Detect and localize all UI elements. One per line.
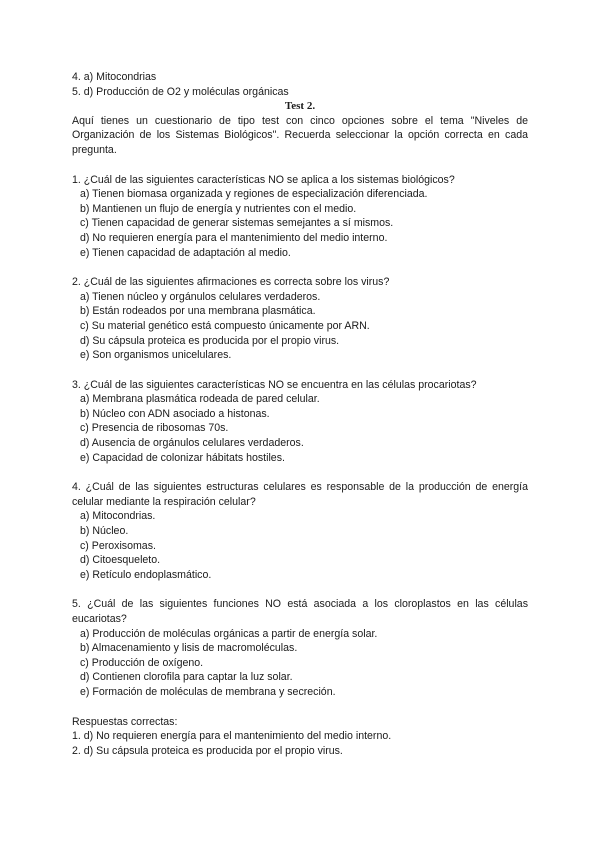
option-1c: c) Tienen capacidad de generar sistemas semejantes a sí mismos.: [80, 217, 394, 230]
option-2d: d) Su cápsula proteica es producida por el propio virus.: [80, 334, 340, 347]
intro-paragraph: Aquí tienes un cuestionario de tipo test con cinco opciones sobre el tema "Niveles de Organización de los Sistemas Biológicos". Recuerda seleccionar la opción correcta en cada pregunta.: [72, 114, 528, 156]
question-block-4: [72, 480, 528, 582]
option-3e: e) Capacidad de colonizar hábitats hostiles.: [80, 451, 285, 464]
option-2c: c) Su material genético está compuesto únicamente por ARN.: [80, 319, 370, 332]
option-1d: d) No requieren energía para el mantenimiento del medio interno.: [80, 231, 388, 244]
option-1e: e) Tienen capacidad de adaptación al medio.: [80, 246, 291, 259]
option-4e: e) Retículo endoplasmático.: [80, 568, 212, 581]
option-2e: e) Son organismos unicelulares.: [80, 349, 232, 362]
option-5d: d) Contienen clorofila para captar la luz solar.: [80, 671, 293, 684]
option-3c: c) Presencia de ribosomas 70s.: [80, 422, 229, 435]
options-list-4: [72, 509, 528, 582]
option-2b: b) Están rodeados por una membrana plasmática.: [80, 305, 316, 318]
question-text-5: 5. ¿Cuál de las siguientes funciones NO está asociada a los cloroplastos en las células eucariotas?: [72, 598, 528, 625]
option-3a: a) Membrana plasmática rodeada de pared celular.: [80, 393, 320, 406]
question-block-3: [72, 378, 528, 466]
test-title: Test 2.: [284, 100, 316, 113]
answer-1: 1. d) No requieren energía para el mantenimiento del medio interno.: [72, 730, 392, 743]
question-block-2: [72, 275, 528, 363]
option-5a: a) Producción de moléculas orgánicas a partir de energía solar.: [80, 627, 378, 640]
answers-heading: Respuestas correctas:: [72, 715, 178, 728]
option-1b: b) Mantienen un flujo de energía y nutrientes con el medio.: [80, 202, 357, 215]
question-text-3: 3. ¿Cuál de las siguientes características NO se encuentra en las células procariotas?: [72, 378, 477, 391]
option-4c: c) Peroxisomas.: [80, 539, 156, 552]
options-list-2: [72, 290, 528, 363]
question-text-2: 2. ¿Cuál de las siguientes afirmaciones es correcta sobre los virus?: [72, 276, 390, 289]
question-block-5: [72, 597, 528, 699]
answer-2: 2. d) Su cápsula proteica es producida por el propio virus.: [72, 744, 343, 757]
previous-answer-5: 5. d) Producción de O2 y moléculas orgánicas: [72, 85, 289, 98]
option-5c: c) Producción de oxígeno.: [80, 656, 204, 669]
option-4b: b) Núcleo.: [80, 525, 129, 538]
options-list-5: [72, 627, 528, 700]
options-list-3: [72, 392, 528, 465]
previous-answer-4: 4. a) Mitocondrias: [72, 71, 157, 83]
options-list-1: [72, 187, 528, 260]
option-4a: a) Mitocondrias.: [80, 510, 156, 523]
document-page: [72, 70, 528, 758]
question-text-4: 4. ¿Cuál de las siguientes estructuras celulares es responsable de la producción de energía celular mediante la respiración celular?: [72, 481, 528, 508]
option-1a: a) Tienen biomasa organizada y regiones de especialización diferenciada.: [80, 188, 428, 201]
option-5b: b) Almacenamiento y lisis de macromoléculas.: [80, 642, 298, 655]
option-2a: a) Tienen núcleo y orgánulos celulares verdaderos.: [80, 290, 321, 303]
option-3b: b) Núcleo con ADN asociado a histonas.: [80, 407, 270, 420]
question-text-1: 1. ¿Cuál de las siguientes características NO se aplica a los sistemas biológicos?: [72, 173, 455, 186]
question-block-1: [72, 173, 528, 261]
option-4d: d) Citoesqueleto.: [80, 554, 161, 567]
option-3d: d) Ausencia de orgánulos celulares verdaderos.: [80, 437, 304, 450]
option-5e: e) Formación de moléculas de membrana y secreción.: [80, 685, 336, 698]
